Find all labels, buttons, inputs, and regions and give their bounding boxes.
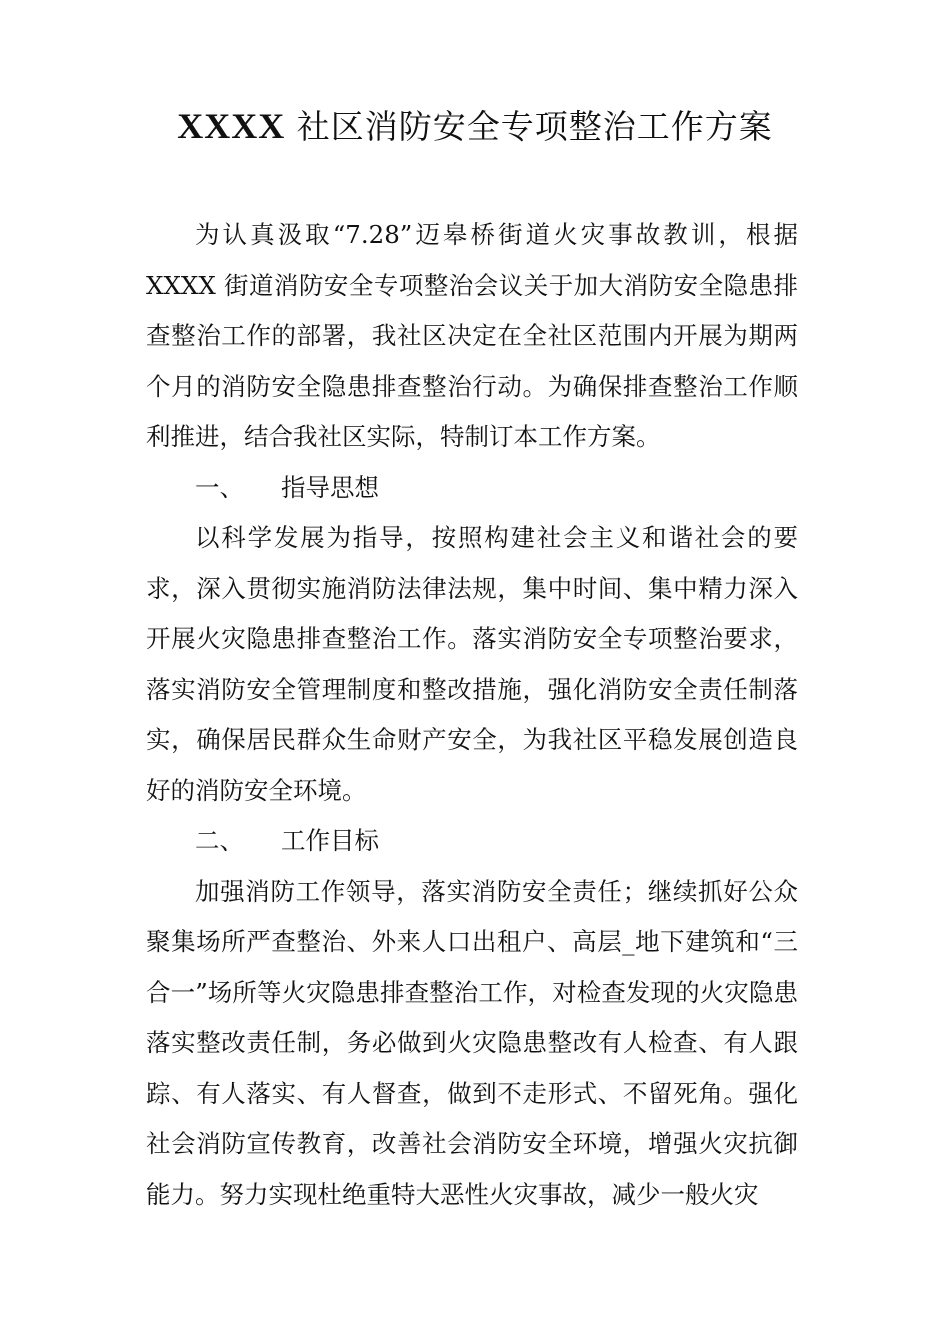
section-heading-2 [146, 816, 798, 867]
document-title [0, 96, 950, 157]
document-body [146, 210, 798, 1220]
section-number: 一、 [195, 472, 244, 502]
intro-paragraph: 为认真汲取“7.28”迈皋桥街道火灾事故教训，根据XXXX 街道消防安全专项整治会议关于加大消防安全隐患排查整治工作的部署，我社区决定在全社区范围内开展为期两个月的消防安全隐患排查整治行动。为确保排查整治工作顺利推进，结合我社区实际，特制订本工作方案。 [146, 220, 798, 451]
section-title: 工作目标 [281, 826, 379, 855]
section-paragraph-1: 以科学发展为指导，按照构建社会主义和谐社会的要求，深入贯彻实施消防法律法规，集中时间、集中精力深入开展火灾隐患排查整治工作。落实消防安全专项整治要求，落实消防安全管理制度和整改措施，强化消防安全责任制落实，确保居民群众生命财产安全，为我社区平稳发展创造良好的消防安全环境。 [146, 523, 798, 805]
section-paragraph-2: 加强消防工作领导，落实消防安全责任；继续抓好公众聚集场所严查整治、外来人口出租户、高层_地下建筑和“三合一”场所等火灾隐患排查整治工作，对检查发现的火灾隐患落实整改责任制，务必做到火灾隐患整改有人检查、有人跟踪、有人落实、有人督查，做到不走形式、不留死角。强化社会消防宣传教育，改善社会消防安全环境，增强火灾抗御能力。努力实现杜绝重特大恶性火灾事故，减少一般火灾 [146, 876, 798, 1209]
section-title: 指导思想 [281, 472, 379, 502]
section-number: 二、 [195, 826, 244, 855]
title-text: 社区消防安全专项整治工作方案 [296, 107, 773, 146]
title-prefix: XXXX [177, 106, 286, 146]
section-heading-1 [146, 463, 798, 514]
